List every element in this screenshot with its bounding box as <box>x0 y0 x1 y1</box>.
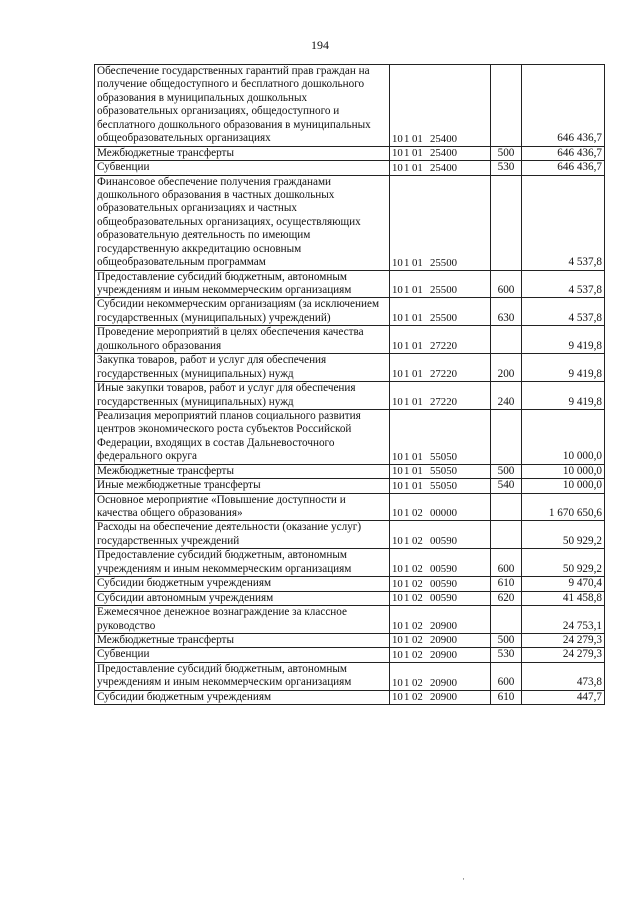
code-part-c3: 02 <box>412 619 423 632</box>
code-part-c4: 20900 <box>430 634 457 647</box>
code-part-c3: 02 <box>412 577 423 590</box>
amount-cell: 9 419,8 <box>522 354 605 382</box>
code-part-c1: 10 <box>392 368 403 381</box>
target-article-code-cell <box>390 606 491 634</box>
code-part-c2: 1 <box>404 312 410 325</box>
amount-cell: 447,7 <box>522 690 605 704</box>
table-row <box>95 326 605 354</box>
table-row <box>95 549 605 577</box>
expense-type-cell: 610 <box>491 577 522 591</box>
expense-type-cell: 240 <box>491 382 522 410</box>
code-part-c4: 25400 <box>430 147 457 160</box>
expense-name-cell: Проведение мероприятий в целях обеспечения качества дошкольного образования <box>95 326 390 354</box>
expense-type-cell: 540 <box>491 479 522 493</box>
code-part-c3: 02 <box>412 592 423 605</box>
code-part-c4: 25500 <box>430 312 457 325</box>
table-row <box>95 577 605 591</box>
target-article-code-cell <box>390 479 491 493</box>
amount-cell: 50 929,2 <box>522 549 605 577</box>
code-part-c1: 10 <box>392 340 403 353</box>
code-part-c1: 10 <box>392 132 403 145</box>
target-article-code-cell <box>390 65 491 147</box>
amount-cell: 4 537,8 <box>522 298 605 326</box>
target-article-code-cell <box>390 326 491 354</box>
code-part-c4: 00590 <box>430 563 457 576</box>
expense-name-cell: Финансовое обеспечение получения гражданами дошкольного образования в частных дошкольных образовательных организациях и частных общеобразовательных организациях, осуществляющих образовательную деятельность по имеющим государственную аккредитацию основным общеобразовательным программам <box>95 175 390 270</box>
code-part-c2: 1 <box>404 634 410 647</box>
expense-name-cell: Предоставление субсидий бюджетным, автономным учреждениям и иным некоммерческим организациям <box>95 662 390 690</box>
target-article-code-cell <box>390 690 491 704</box>
code-part-c1: 10 <box>392 507 403 520</box>
code-part-c3: 01 <box>412 256 423 269</box>
expense-name-cell: Субсидии автономным учреждениям <box>95 591 390 605</box>
code-part-c2: 1 <box>404 507 410 520</box>
target-article-code-cell <box>390 464 491 478</box>
expense-name-cell: Расходы на обеспечение деятельности (оказание услуг) государственных учреждений <box>95 521 390 549</box>
expense-type-cell: 200 <box>491 354 522 382</box>
code-part-c2: 1 <box>404 691 410 704</box>
code-part-c2: 1 <box>404 368 410 381</box>
code-part-c2: 1 <box>404 592 410 605</box>
table-row <box>95 298 605 326</box>
code-part-c2: 1 <box>404 256 410 269</box>
target-article-code-cell <box>390 648 491 662</box>
table-row <box>95 521 605 549</box>
target-article-code-cell <box>390 354 491 382</box>
table-row <box>95 648 605 662</box>
code-part-c2: 1 <box>404 577 410 590</box>
code-part-c1: 10 <box>392 691 403 704</box>
code-part-c2: 1 <box>404 147 410 160</box>
code-part-c4: 00590 <box>430 535 457 548</box>
code-part-c4: 27220 <box>430 395 457 408</box>
code-part-c4: 55050 <box>430 479 457 492</box>
code-part-c2: 1 <box>404 676 410 689</box>
expense-name-cell: Межбюджетные трансферты <box>95 633 390 647</box>
code-part-c2: 1 <box>404 395 410 408</box>
table-row <box>95 690 605 704</box>
code-part-c4: 27220 <box>430 368 457 381</box>
code-part-c1: 10 <box>392 284 403 297</box>
table-row <box>95 175 605 270</box>
code-part-c1: 10 <box>392 479 403 492</box>
amount-cell: 9 419,8 <box>522 382 605 410</box>
expense-name-cell: Закупка товаров, работ и услуг для обеспечения государственных (муниципальных) нужд <box>95 354 390 382</box>
target-article-code-cell <box>390 549 491 577</box>
expense-name-cell: Субсидии некоммерческим организациям (за исключением государственных (муниципальных) учреждений) <box>95 298 390 326</box>
code-part-c4: 20900 <box>430 648 457 661</box>
code-part-c1: 10 <box>392 619 403 632</box>
table-row <box>95 633 605 647</box>
code-part-c3: 01 <box>412 284 423 297</box>
expense-type-cell: 610 <box>491 690 522 704</box>
code-part-c3: 02 <box>412 648 423 661</box>
code-part-c4: 25400 <box>430 132 457 145</box>
expense-name-cell: Ежемесячное денежное вознаграждение за классное руководство <box>95 606 390 634</box>
scan-mark: · <box>462 874 465 884</box>
expense-type-cell <box>491 606 522 634</box>
expense-type-cell <box>491 493 522 521</box>
amount-cell: 4 537,8 <box>522 270 605 298</box>
expense-type-cell <box>491 409 522 464</box>
code-part-c3: 01 <box>412 479 423 492</box>
expense-type-cell: 600 <box>491 662 522 690</box>
expense-type-cell <box>491 326 522 354</box>
table-row <box>95 354 605 382</box>
code-part-c1: 10 <box>392 592 403 605</box>
table-row <box>95 591 605 605</box>
code-part-c3: 02 <box>412 634 423 647</box>
code-part-c1: 10 <box>392 395 403 408</box>
code-part-c2: 1 <box>404 161 410 174</box>
table-row <box>95 65 605 147</box>
table-row <box>95 464 605 478</box>
code-part-c2: 1 <box>404 479 410 492</box>
amount-cell: 4 537,8 <box>522 175 605 270</box>
code-part-c3: 02 <box>412 676 423 689</box>
code-part-c2: 1 <box>404 340 410 353</box>
expense-name-cell: Иные закупки товаров, работ и услуг для обеспечения государственных (муниципальных) нужд <box>95 382 390 410</box>
code-part-c3: 02 <box>412 507 423 520</box>
code-part-c3: 01 <box>412 147 423 160</box>
code-part-c3: 02 <box>412 691 423 704</box>
code-part-c2: 1 <box>404 563 410 576</box>
amount-cell: 10 000,0 <box>522 409 605 464</box>
expense-name-cell: Межбюджетные трансферты <box>95 464 390 478</box>
expense-type-cell: 600 <box>491 270 522 298</box>
table-row <box>95 479 605 493</box>
amount-cell: 9 470,4 <box>522 577 605 591</box>
target-article-code-cell <box>390 270 491 298</box>
target-article-code-cell <box>390 298 491 326</box>
code-part-c4: 00590 <box>430 592 457 605</box>
code-part-c1: 10 <box>392 147 403 160</box>
expense-type-cell <box>491 175 522 270</box>
amount-cell: 10 000,0 <box>522 479 605 493</box>
expense-type-cell: 500 <box>491 633 522 647</box>
code-part-c4: 00590 <box>430 577 457 590</box>
expense-type-cell <box>491 521 522 549</box>
amount-cell: 646 436,7 <box>522 65 605 147</box>
code-part-c1: 10 <box>392 465 403 478</box>
target-article-code-cell <box>390 409 491 464</box>
table-row <box>95 382 605 410</box>
target-article-code-cell <box>390 521 491 549</box>
expense-name-cell: Субвенции <box>95 161 390 175</box>
expense-type-cell: 530 <box>491 648 522 662</box>
target-article-code-cell <box>390 161 491 175</box>
amount-cell: 646 436,7 <box>522 161 605 175</box>
code-part-c4: 25500 <box>430 284 457 297</box>
code-part-c3: 01 <box>412 312 423 325</box>
target-article-code-cell <box>390 662 491 690</box>
target-article-code-cell <box>390 382 491 410</box>
code-part-c1: 10 <box>392 312 403 325</box>
code-part-c4: 20900 <box>430 676 457 689</box>
code-part-c4: 25500 <box>430 256 457 269</box>
code-part-c3: 01 <box>412 161 423 174</box>
expense-type-cell: 500 <box>491 464 522 478</box>
code-part-c3: 01 <box>412 368 423 381</box>
code-part-c2: 1 <box>404 284 410 297</box>
amount-cell: 10 000,0 <box>522 464 605 478</box>
expense-type-cell: 530 <box>491 161 522 175</box>
amount-cell: 24 279,3 <box>522 648 605 662</box>
code-part-c1: 10 <box>392 577 403 590</box>
target-article-code-cell <box>390 146 491 160</box>
target-article-code-cell <box>390 633 491 647</box>
code-part-c3: 01 <box>412 465 423 478</box>
code-part-c2: 1 <box>404 465 410 478</box>
table-row <box>95 606 605 634</box>
target-article-code-cell <box>390 577 491 591</box>
expense-type-cell: 500 <box>491 146 522 160</box>
code-part-c3: 02 <box>412 535 423 548</box>
expense-type-cell <box>491 65 522 147</box>
code-part-c1: 10 <box>392 634 403 647</box>
code-part-c4: 20900 <box>430 619 457 632</box>
code-part-c2: 1 <box>404 450 410 463</box>
code-part-c1: 10 <box>392 676 403 689</box>
amount-cell: 1 670 650,6 <box>522 493 605 521</box>
expense-name-cell: Предоставление субсидий бюджетным, автономным учреждениям и иным некоммерческим организациям <box>95 270 390 298</box>
code-part-c1: 10 <box>392 450 403 463</box>
expense-name-cell: Субвенции <box>95 648 390 662</box>
target-article-code-cell <box>390 493 491 521</box>
table-row <box>95 161 605 175</box>
target-article-code-cell <box>390 175 491 270</box>
code-part-c1: 10 <box>392 563 403 576</box>
code-part-c2: 1 <box>404 648 410 661</box>
code-part-c4: 55050 <box>430 450 457 463</box>
code-part-c2: 1 <box>404 132 410 145</box>
budget-table <box>94 64 605 705</box>
expense-type-cell: 600 <box>491 549 522 577</box>
code-part-c4: 55050 <box>430 465 457 478</box>
table-row <box>95 270 605 298</box>
target-article-code-cell <box>390 591 491 605</box>
expense-type-cell: 620 <box>491 591 522 605</box>
amount-cell: 41 458,8 <box>522 591 605 605</box>
page-number: 194 <box>311 38 329 52</box>
table-row <box>95 662 605 690</box>
code-part-c4: 25400 <box>430 161 457 174</box>
expense-name-cell: Обеспечение государственных гарантий прав граждан на получение общедоступного и бесплатного дошкольного образования в муниципальных дошкольных образовательных организациях, общедоступного и бесплатного дошкольного образования в муниципальных общеобразовательных организациях <box>95 65 390 147</box>
expense-name-cell: Иные межбюджетные трансферты <box>95 479 390 493</box>
amount-cell: 473,8 <box>522 662 605 690</box>
amount-cell: 646 436,7 <box>522 146 605 160</box>
amount-cell: 9 419,8 <box>522 326 605 354</box>
code-part-c4: 20900 <box>430 691 457 704</box>
table-row <box>95 409 605 464</box>
code-part-c3: 02 <box>412 563 423 576</box>
expense-name-cell: Предоставление субсидий бюджетным, автономным учреждениям и иным некоммерческим организациям <box>95 549 390 577</box>
expense-name-cell: Субсидии бюджетным учреждениям <box>95 577 390 591</box>
expense-name-cell: Субсидии бюджетным учреждениям <box>95 690 390 704</box>
code-part-c3: 01 <box>412 395 423 408</box>
table-row <box>95 146 605 160</box>
expense-name-cell: Реализация мероприятий планов социального развития центров экономического роста субъектов Российской Федерации, входящих в состав Дальневосточного федерального округа <box>95 409 390 464</box>
code-part-c4: 27220 <box>430 340 457 353</box>
code-part-c2: 1 <box>404 535 410 548</box>
code-part-c1: 10 <box>392 256 403 269</box>
amount-cell: 24 753,1 <box>522 606 605 634</box>
table-row <box>95 493 605 521</box>
expense-name-cell: Межбюджетные трансферты <box>95 146 390 160</box>
expense-type-cell: 630 <box>491 298 522 326</box>
code-part-c3: 01 <box>412 450 423 463</box>
table-body <box>95 65 605 705</box>
code-part-c4: 00000 <box>430 507 457 520</box>
code-part-c1: 10 <box>392 648 403 661</box>
amount-cell: 24 279,3 <box>522 633 605 647</box>
code-part-c1: 10 <box>392 161 403 174</box>
code-part-c2: 1 <box>404 619 410 632</box>
amount-cell: 50 929,2 <box>522 521 605 549</box>
code-part-c3: 01 <box>412 132 423 145</box>
code-part-c1: 10 <box>392 535 403 548</box>
code-part-c3: 01 <box>412 340 423 353</box>
expense-name-cell: Основное мероприятие «Повышение доступности и качества общего образования» <box>95 493 390 521</box>
